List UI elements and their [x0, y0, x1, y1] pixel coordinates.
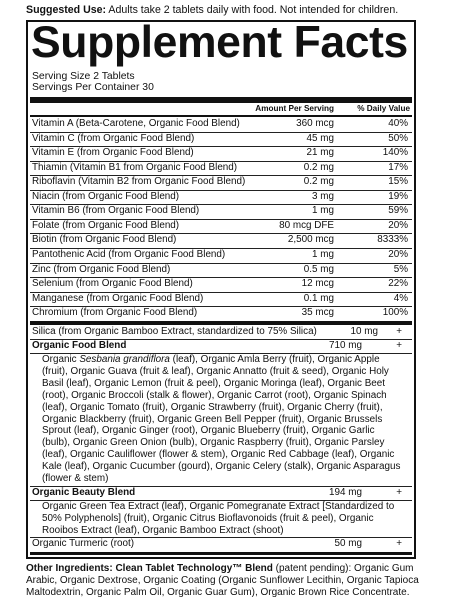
- nutrient-dv: 5%: [393, 263, 408, 275]
- suggested-use-text: Adults take 2 tablets daily with food. Not intended for children.: [108, 4, 399, 16]
- ingredient-line: Sprout (leaf), Organic Ginger (root), Organic Blueberry (fruit), Organic Garlic: [42, 425, 375, 437]
- nutrient-amount: 3 mg: [312, 190, 334, 202]
- nutrient-row: [32, 117, 410, 132]
- ingredient-line: Basil (leaf), Organic Lemon (fruit & peel), Organic Moringa (leaf), Organic Beet: [42, 377, 386, 389]
- nutrient-amount: 80 mcg DFE: [279, 219, 334, 231]
- nutrient-name: Riboflavin (Vitamin B2 from Organic Food Blend): [32, 176, 246, 188]
- servings-per-container: Servings Per Container 30: [32, 82, 154, 93]
- silica-row: [32, 325, 410, 340]
- nutrient-row: [32, 204, 410, 219]
- nutrient-dv: 50%: [388, 132, 408, 144]
- nutrient-row: [32, 306, 410, 321]
- nutrient-amount: 45 mg: [306, 132, 334, 144]
- beauty-blend-ingredients: [42, 501, 410, 537]
- header-daily-value: % Daily Value: [357, 104, 410, 113]
- nutrient-name: Selenium (from Organic Food Blend): [32, 278, 193, 290]
- nutrient-name: Manganese (from Organic Food Blend): [32, 292, 204, 304]
- ingredient-line: Organic Sesbania grandiflora (leaf), Organic Amla Berry (fruit), Organic Apple: [42, 354, 380, 365]
- nutrient-dv: 59%: [388, 205, 408, 217]
- nutrient-row: [32, 263, 410, 278]
- nutrient-dv: 22%: [388, 278, 408, 290]
- nutrient-row: [32, 175, 410, 190]
- nutrient-dv: 20%: [388, 248, 408, 260]
- thick-divider: [30, 97, 412, 103]
- nutrient-dv: 8333%: [377, 234, 408, 246]
- nutrient-row: [32, 233, 410, 248]
- supplement-facts-panel: [26, 20, 416, 559]
- nutrient-name: Vitamin C (from Organic Food Blend): [32, 132, 195, 144]
- other-ingredients-line: Arabic, Organic Dextrose, Organic Coating (Organic Sunflower Lecithin, Organic Tapioca: [26, 575, 419, 587]
- ingredient-line: Organic Green Tea Extract (leaf), Organic Pomegranate Extract [Standardized to: [42, 501, 395, 512]
- nutrient-dv: 140%: [382, 147, 408, 159]
- blend-dv: +: [396, 340, 402, 351]
- other-ingredients-label: Other Ingredients: Clean Tablet Technology™ Blend: [26, 563, 273, 574]
- nutrient-dv: 17%: [388, 161, 408, 173]
- nutrient-row: [32, 277, 410, 292]
- nutrient-name: Vitamin B6 (from Organic Food Blend): [32, 205, 200, 217]
- turmeric-row: [32, 537, 410, 552]
- nutrient-dv: 19%: [388, 190, 408, 202]
- ingredient-line: (leaf), Organic Cauliflower (flower & stem), Organic Red Cabbage (leaf), Organic: [42, 449, 395, 461]
- ingredient-line: Rooibos Extract (leaf), Organic Bamboo Extract (shoot): [42, 524, 284, 536]
- nutrient-name: Niacin (from Organic Food Blend): [32, 190, 180, 202]
- nutrient-name: Silica (from Organic Bamboo Extract, standardized to 75% Silica): [32, 326, 317, 337]
- nutrient-row: [32, 161, 410, 176]
- botanical-name: Sesbania grandiflora: [79, 354, 170, 365]
- other-ingredients-line: Maltodextrin, Organic Palm Oil, Organic Guar Gum), Organic Brown Rice Concentrate.: [26, 587, 410, 599]
- ingredient-line: Kale (leaf), Organic Cucumber (gourd), Organic Celery (stalk), Organic Asparagus: [42, 461, 401, 473]
- panel-title: Supplement Facts: [31, 20, 408, 67]
- nutrient-dv: 40%: [388, 118, 408, 129]
- blend-amount: 710 mg: [329, 340, 362, 351]
- suggested-use-label: Suggested Use:: [26, 4, 107, 16]
- nutrient-amount: 50 mg: [334, 538, 362, 549]
- nutrient-name: Biotin (from Organic Food Blend): [32, 234, 177, 246]
- footnote: [32, 556, 150, 559]
- nutrient-row: [32, 219, 410, 234]
- blend-name: Organic Food Blend: [32, 340, 127, 351]
- other-ingredients: [26, 563, 436, 600]
- ingredient-line: (flower & stem): [42, 473, 109, 485]
- blend-name: Organic Beauty Blend: [32, 487, 136, 498]
- nutrient-row: [32, 190, 410, 205]
- nutrient-amount: 21 mg: [306, 147, 334, 159]
- ingredient-line: (root), Organic Broccoli (stalk & flower), Organic Carrot (root), Organic Spinach: [42, 389, 387, 401]
- nutrient-amount: 35 mcg: [301, 307, 334, 319]
- nutrient-amount: 10 mg: [350, 326, 378, 337]
- nutrient-row: [32, 248, 410, 263]
- thick-divider: [30, 552, 412, 555]
- nutrient-amount: 0.5 mg: [303, 263, 334, 275]
- ingredient-line: Organic Blackberry (fruit), Organic Green Bell Pepper (fruit), Organic Brussels: [42, 413, 383, 425]
- nutrient-name: Chromium (from Organic Food Blend): [32, 307, 198, 319]
- nutrient-name: Vitamin E (from Organic Food Blend): [32, 147, 194, 159]
- food-blend-ingredients: [42, 354, 410, 485]
- ingredient-line: (fruit), Organic Guava (fruit & leaf), Organic Annatto (fruit & seed), Organic Holy: [42, 365, 389, 377]
- food-blend-row: [32, 339, 410, 354]
- nutrient-dv: 15%: [388, 176, 408, 188]
- nutrient-name: Organic Turmeric (root): [32, 538, 135, 549]
- nutrient-dv: +: [396, 326, 402, 337]
- blend-dv: +: [396, 487, 402, 498]
- header-amount: Amount Per Serving: [255, 104, 334, 113]
- nutrient-amount: 0.1 mg: [303, 292, 334, 304]
- nutrient-amount: 2,500 mcg: [287, 234, 334, 246]
- nutrient-name: Zinc (from Organic Food Blend): [32, 263, 171, 275]
- nutrient-amount: 1 mg: [312, 205, 334, 217]
- other-ingredients-line: (patent pending): Organic Gum: [275, 563, 414, 574]
- nutrient-dv: 4%: [393, 292, 408, 304]
- nutrient-name: Folate (from Organic Food Blend): [32, 219, 180, 231]
- nutrient-row: [32, 292, 410, 307]
- nutrient-dv: 20%: [388, 219, 408, 231]
- nutrient-name: Thiamin (Vitamin B1 from Organic Food Blend): [32, 161, 238, 173]
- nutrient-amount: 12 mcg: [301, 278, 334, 290]
- nutrient-amount: 1 mg: [312, 248, 334, 260]
- suggested-use: [26, 4, 436, 17]
- nutrient-name: Vitamin A (Beta-Carotene, Organic Food Blend): [32, 118, 240, 129]
- nutrient-amount: 0.2 mg: [303, 176, 334, 188]
- beauty-blend-row: [32, 486, 410, 501]
- nutrient-amount: 360 mcg: [296, 118, 334, 129]
- ingredient-line: (leaf), Organic Tomato (fruit), Organic Strawberry (fruit), Organic Cherry (fruit),: [42, 401, 383, 413]
- ingredient-line: 50% Polyphenols] (fruit), Organic Citrus Bioflavonoids (fruit & peel), Organic: [42, 512, 374, 524]
- nutrient-dv: +: [396, 538, 402, 549]
- nutrient-amount: 0.2 mg: [303, 161, 334, 173]
- blend-amount: 194 mg: [329, 487, 362, 498]
- nutrient-name: Pantothenic Acid (from Organic Food Blend): [32, 248, 226, 260]
- ingredient-line: (bulb), Organic Green Onion (bulb), Organic Raspberry (fruit), Organic Parsley: [42, 437, 385, 449]
- nutrient-dv: 100%: [382, 307, 408, 319]
- nutrient-row: [32, 132, 410, 147]
- serving-size: Serving Size 2 Tablets: [32, 71, 135, 82]
- nutrient-row: [32, 146, 410, 161]
